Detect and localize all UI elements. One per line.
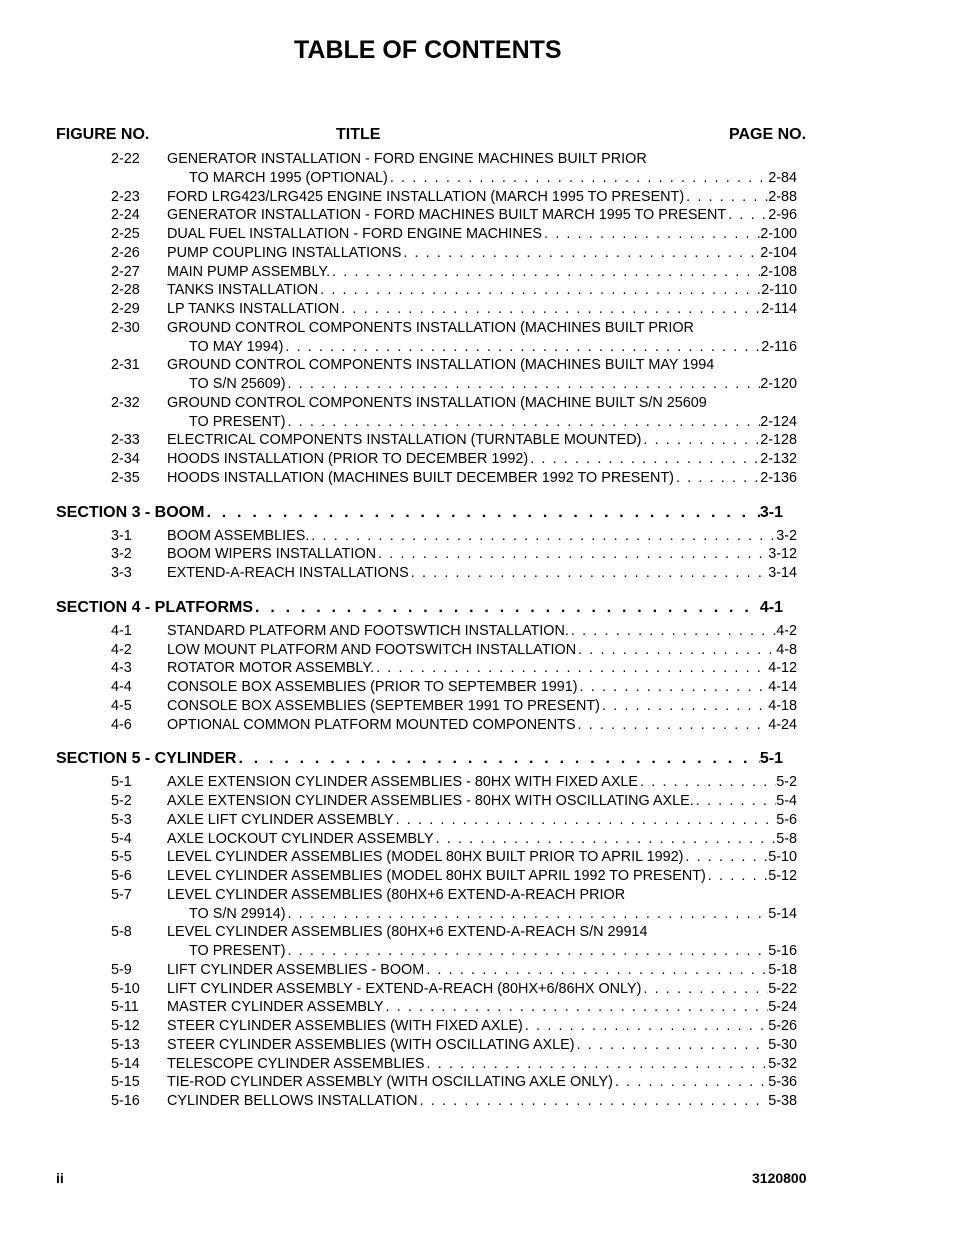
entry-title: TO S/N 29914) <box>189 905 286 922</box>
toc-entry <box>0 394 954 413</box>
figure-number: 4-1 <box>111 622 132 639</box>
entry-title: CONSOLE BOX ASSEMBLIES (SEPTEMBER 1991 TO PRESENT) <box>167 697 600 714</box>
entry-title: SECTION 4 - PLATFORMS <box>56 598 254 616</box>
dot-leader <box>288 905 769 924</box>
entry-title: GROUND CONTROL COMPONENTS INSTALLATION (MACHINE BUILT S/N 25609 <box>167 394 707 411</box>
toc-entry <box>0 225 954 244</box>
entry-page: 5-18 <box>768 961 797 978</box>
toc-entry <box>0 811 954 830</box>
dot-leader <box>580 678 769 697</box>
toc-entry <box>0 716 954 735</box>
dot-leader <box>320 281 761 300</box>
entry-title: SECTION 3 - BOOM <box>56 503 205 521</box>
leader-line <box>167 206 797 225</box>
entry-title: AXLE EXTENSION CYLINDER ASSEMBLIES - 80HX WITH FIXED AXLE <box>167 774 639 791</box>
entry-page: 4-18 <box>768 697 797 714</box>
entry-page: 5-36 <box>768 1074 797 1091</box>
section-heading <box>0 501 954 525</box>
leader-line <box>167 830 797 849</box>
entry-page: 2-100 <box>760 226 797 242</box>
leader-line <box>167 300 797 319</box>
entry-title: GENERATOR INSTALLATION - FORD MACHINES BUILT MARCH 1995 TO PRESENT <box>167 207 727 224</box>
dot-leader <box>385 998 768 1017</box>
entry-title: SECTION 5 - CYLINDER <box>56 750 237 768</box>
toc-entry <box>0 867 954 886</box>
figure-number: 2-31 <box>111 357 140 374</box>
figure-number: 5-3 <box>111 811 132 828</box>
figure-number: 2-28 <box>111 282 140 299</box>
toc-entry <box>0 545 954 564</box>
dot-leader <box>332 263 760 282</box>
figure-number: 2-25 <box>111 226 140 242</box>
toc-entry <box>0 564 954 583</box>
toc-entry <box>0 961 954 980</box>
dot-leader <box>602 697 768 716</box>
entry-title: TO PRESENT) <box>189 943 286 959</box>
dot-leader <box>436 830 777 849</box>
toc-entry <box>0 1073 954 1092</box>
figure-number: 2-24 <box>111 207 140 224</box>
dot-leader <box>708 867 768 886</box>
toc-entry <box>0 263 954 282</box>
dot-leader <box>376 659 768 678</box>
toc-entry <box>0 206 954 225</box>
entry-title: LEVEL CYLINDER ASSEMBLIES (80HX+6 EXTEND-A-REACH S/N 29914 <box>167 924 648 941</box>
dot-leader <box>238 747 759 771</box>
leader-line <box>167 622 797 641</box>
page-title: TABLE OF CONTENTS <box>294 36 562 64</box>
leader-line <box>167 527 797 546</box>
leader-line <box>189 375 797 394</box>
leader-line <box>167 545 797 564</box>
page-no-header: PAGE NO. <box>729 126 807 143</box>
figure-number: 4-3 <box>111 660 132 677</box>
toc-entry <box>0 848 954 867</box>
entry-title: MAIN PUMP ASSEMBLY. <box>167 263 331 280</box>
entry-page: 5-30 <box>768 1036 797 1053</box>
toc-entry <box>0 773 954 792</box>
leader-line <box>56 596 783 620</box>
entry-title: GENERATOR INSTALLATION - FORD ENGINE MACHINES BUILT PRIOR <box>167 151 647 167</box>
entry-title: ELECTRICAL COMPONENTS INSTALLATION (TURNTABLE MOUNTED) <box>167 432 642 449</box>
leader-line <box>167 188 797 207</box>
leader-line <box>189 905 797 924</box>
dot-leader <box>571 622 776 641</box>
entry-title: LEVEL CYLINDER ASSEMBLIES (80HX+6 EXTEND-A-REACH PRIOR <box>167 886 626 903</box>
entry-title: TO MAY 1994) <box>189 338 284 355</box>
entry-title: PUMP COUPLING INSTALLATIONS <box>167 244 402 261</box>
toc-entry-continuation <box>0 942 954 961</box>
document-number: 3120800 <box>752 1170 807 1186</box>
entry-title: MASTER CYLINDER ASSEMBLY <box>167 999 384 1016</box>
entry-title: TO MARCH 1995 (OPTIONAL) <box>189 169 388 186</box>
entry-page: 5-10 <box>768 849 797 866</box>
figure-number: 5-14 <box>111 1055 140 1072</box>
section-heading <box>0 747 954 771</box>
entry-title: AXLE EXTENSION CYLINDER ASSEMBLIES - 80HX WITH OSCILLATING AXLE. <box>167 793 694 809</box>
toc-entry-continuation <box>0 413 954 432</box>
entry-title: AXLE LOCKOUT CYLINDER ASSEMBLY <box>167 830 434 847</box>
entry-title: HOODS INSTALLATION (MACHINES BUILT DECEMBER 1992 TO PRESENT) <box>167 469 674 486</box>
leader-line <box>56 747 783 771</box>
entry-page: 4-24 <box>768 716 797 733</box>
dot-leader <box>287 413 760 432</box>
entry-page: 5-6 <box>776 811 797 828</box>
leader-line <box>189 169 797 188</box>
toc-entry <box>0 150 954 169</box>
toc-entry <box>0 980 954 999</box>
toc-entry <box>0 244 954 263</box>
entry-page: 5-32 <box>768 1055 797 1072</box>
dot-leader <box>427 1055 769 1074</box>
toc-entry <box>0 431 954 450</box>
dot-leader <box>643 980 768 999</box>
toc-entry <box>0 1017 954 1036</box>
dot-leader <box>577 1036 769 1055</box>
leader-line <box>189 338 797 357</box>
leader-line <box>167 980 797 999</box>
entry-title: STANDARD PLATFORM AND FOOTSWTICH INSTALLATION. <box>167 622 569 639</box>
dot-leader <box>390 169 768 188</box>
leader-line <box>167 469 797 488</box>
dot-leader <box>525 1017 768 1036</box>
entry-title: STEER CYLINDER ASSEMBLIES (WITH OSCILLATING AXLE) <box>167 1036 575 1053</box>
dot-leader <box>578 641 776 660</box>
figure-number: 2-27 <box>111 263 140 280</box>
figure-number: 4-6 <box>111 716 132 733</box>
leader-line <box>167 1073 797 1092</box>
toc-entry <box>0 830 954 849</box>
leader-line <box>167 659 797 678</box>
leader-line <box>167 848 797 867</box>
leader-line <box>167 811 797 830</box>
leader-line <box>167 961 797 980</box>
entry-title: TO PRESENT) <box>189 413 286 430</box>
entry-page: 5-14 <box>768 905 797 922</box>
dot-leader <box>544 225 760 244</box>
leader-line <box>167 641 797 660</box>
toc-entry <box>0 300 954 319</box>
figure-no-header: FIGURE NO. <box>56 126 150 143</box>
dot-leader <box>206 501 759 525</box>
dot-leader <box>411 564 768 583</box>
entry-title: EXTEND-A-REACH INSTALLATIONS <box>167 565 409 581</box>
leader-line <box>167 1017 797 1036</box>
entry-page: 4-2 <box>776 622 797 639</box>
figure-number: 2-22 <box>111 151 140 167</box>
entry-page: 2-88 <box>768 188 797 205</box>
leader-line <box>56 501 783 525</box>
leader-line <box>167 281 797 300</box>
entry-page: 2-114 <box>761 301 797 317</box>
toc-entry <box>0 319 954 338</box>
entry-title: LP TANKS INSTALLATION <box>167 301 340 317</box>
entry-page: 4-14 <box>768 679 797 695</box>
entry-page: 5-1 <box>759 750 783 768</box>
toc-entry-continuation <box>0 905 954 924</box>
entry-page: 2-108 <box>760 263 797 280</box>
toc-entry <box>0 659 954 678</box>
toc-entry <box>0 469 954 488</box>
entry-title: CYLINDER BELLOWS INSTALLATION <box>167 1093 418 1109</box>
leader-line <box>167 263 797 282</box>
entry-title: GROUND CONTROL COMPONENTS INSTALLATION (MACHINES BUILT PRIOR <box>167 319 694 336</box>
leader-line <box>167 678 797 697</box>
entry-page: 2-128 <box>760 432 797 449</box>
entry-page: 2-116 <box>761 338 797 355</box>
entry-title: CONSOLE BOX ASSEMBLIES (PRIOR TO SEPTEMBER 1991) <box>167 679 578 695</box>
entry-page: 2-84 <box>768 169 797 186</box>
toc-entry <box>0 188 954 207</box>
figure-number: 5-13 <box>111 1036 140 1053</box>
entry-title: TIE-ROD CYLINDER ASSEMBLY (WITH OSCILLATING AXLE ONLY) <box>167 1074 613 1091</box>
entry-page: 2-132 <box>760 451 797 467</box>
leader-line <box>189 942 797 961</box>
entry-title: ROTATOR MOTOR ASSEMBLY. <box>167 660 375 677</box>
toc-entry <box>0 678 954 697</box>
entry-page: 3-1 <box>759 503 783 521</box>
figure-number: 5-12 <box>111 1018 140 1034</box>
leader-line <box>167 697 797 716</box>
dot-leader <box>640 773 776 792</box>
entry-page: 2-124 <box>760 413 797 430</box>
leader-line <box>167 244 797 263</box>
figure-number: 3-3 <box>111 565 132 581</box>
dot-leader <box>685 848 768 867</box>
toc-entry-continuation <box>0 375 954 394</box>
dot-leader <box>578 716 769 735</box>
leader-line <box>167 716 797 735</box>
toc-entry <box>0 450 954 469</box>
dot-leader <box>530 450 760 469</box>
entry-page: 2-136 <box>760 469 797 486</box>
figure-number: 3-2 <box>111 546 132 563</box>
entry-title: BOOM ASSEMBLIES. <box>167 527 310 544</box>
entry-title: TO S/N 25609) <box>189 376 286 392</box>
entry-page: 5-4 <box>776 793 797 809</box>
figure-number: 5-4 <box>111 830 132 847</box>
section-heading <box>0 596 954 620</box>
leader-line <box>167 1092 797 1111</box>
toc-entry-continuation <box>0 338 954 357</box>
entry-page: 2-104 <box>760 244 797 261</box>
toc-entry <box>0 1092 954 1111</box>
figure-number: 2-23 <box>111 188 140 205</box>
entry-page: 5-8 <box>776 830 797 847</box>
leader-line <box>167 1055 797 1074</box>
entry-title: TELESCOPE CYLINDER ASSEMBLIES <box>167 1055 425 1072</box>
leader-line <box>167 792 797 811</box>
entry-title: DUAL FUEL INSTALLATION - FORD ENGINE MACHINES <box>167 226 543 242</box>
dot-leader <box>728 206 768 225</box>
figure-number: 2-26 <box>111 244 140 261</box>
figure-number: 5-10 <box>111 980 140 997</box>
figure-number: 5-6 <box>111 868 132 884</box>
figure-number: 5-11 <box>111 999 139 1016</box>
figure-number: 2-29 <box>111 301 140 317</box>
toc-entry <box>0 792 954 811</box>
entry-page: 5-22 <box>768 980 797 997</box>
entry-page: 4-12 <box>768 660 797 677</box>
toc-entry <box>0 923 954 942</box>
leader-line <box>167 998 797 1017</box>
entry-page: 5-12 <box>768 868 797 884</box>
leader-line <box>167 564 797 583</box>
figure-number: 4-5 <box>111 697 132 714</box>
entry-page: 3-2 <box>776 527 797 544</box>
toc-entry <box>0 622 954 641</box>
figure-number: 5-2 <box>111 793 132 809</box>
dot-leader <box>615 1073 768 1092</box>
entry-page: 5-16 <box>768 943 797 959</box>
figure-number: 2-34 <box>111 451 140 467</box>
dot-leader <box>341 300 761 319</box>
figure-number: 2-35 <box>111 469 140 486</box>
toc-entry <box>0 1055 954 1074</box>
dot-leader <box>396 811 777 830</box>
entry-title: TANKS INSTALLATION <box>167 282 319 299</box>
figure-number: 5-5 <box>111 849 132 866</box>
toc-entry <box>0 281 954 300</box>
leader-line <box>167 450 797 469</box>
entry-title: LIFT CYLINDER ASSEMBLIES - BOOM <box>167 961 425 978</box>
entry-page: 3-12 <box>768 546 797 563</box>
toc-list <box>0 150 954 1111</box>
entry-title: AXLE LIFT CYLINDER ASSEMBLY <box>167 811 394 828</box>
figure-number: 5-7 <box>111 886 132 903</box>
dot-leader <box>255 596 760 620</box>
figure-number: 2-30 <box>111 319 140 336</box>
entry-page: 2-110 <box>761 282 797 299</box>
entry-title: GROUND CONTROL COMPONENTS INSTALLATION (MACHINES BUILT MAY 1994 <box>167 357 715 374</box>
entry-page: 5-2 <box>776 774 797 791</box>
entry-page: 2-96 <box>768 207 797 224</box>
figure-number: 5-1 <box>111 774 132 791</box>
dot-leader <box>643 431 760 450</box>
figure-number: 4-4 <box>111 679 132 695</box>
entry-title: LIFT CYLINDER ASSEMBLY - EXTEND-A-REACH (80HX+6/86HX ONLY) <box>167 980 642 997</box>
dot-leader <box>311 527 776 546</box>
page-number: ii <box>56 1170 64 1186</box>
leader-line <box>167 431 797 450</box>
toc-entry <box>0 886 954 905</box>
leader-line <box>167 773 797 792</box>
entry-title: STEER CYLINDER ASSEMBLIES (WITH FIXED AXLE) <box>167 1018 523 1034</box>
entry-title: OPTIONAL COMMON PLATFORM MOUNTED COMPONENTS <box>167 716 576 733</box>
dot-leader <box>288 375 761 394</box>
entry-title: FORD LRG423/LRG425 ENGINE INSTALLATION (MARCH 1995 TO PRESENT) <box>167 188 685 205</box>
leader-line <box>167 1036 797 1055</box>
entry-page: 5-24 <box>768 999 797 1016</box>
dot-leader <box>686 188 768 207</box>
leader-line <box>189 413 797 432</box>
figure-number: 3-1 <box>111 527 132 544</box>
entry-page: 3-14 <box>768 565 797 581</box>
toc-entry <box>0 1036 954 1055</box>
dot-leader <box>426 961 768 980</box>
entry-title: LOW MOUNT PLATFORM AND FOOTSWITCH INSTALLATION <box>167 641 577 658</box>
entry-page: 2-120 <box>760 376 797 392</box>
toc-entry <box>0 697 954 716</box>
dot-leader <box>285 338 761 357</box>
dot-leader <box>420 1092 769 1111</box>
entry-title: HOODS INSTALLATION (PRIOR TO DECEMBER 1992) <box>167 451 529 467</box>
figure-number: 5-15 <box>111 1074 140 1091</box>
leader-line <box>167 867 797 886</box>
dot-leader <box>287 942 768 961</box>
title-header: TITLE <box>336 126 381 143</box>
entry-title: LEVEL CYLINDER ASSEMBLIES (MODEL 80HX BUILT PRIOR TO APRIL 1992) <box>167 849 684 866</box>
figure-number: 5-9 <box>111 961 132 978</box>
figure-number: 4-2 <box>111 641 132 658</box>
leader-line <box>167 225 797 244</box>
entry-page: 4-8 <box>776 641 797 658</box>
entry-title: BOOM WIPERS INSTALLATION <box>167 546 376 563</box>
figure-number: 5-8 <box>111 924 132 941</box>
toc-entry <box>0 641 954 660</box>
dot-leader <box>403 244 760 263</box>
entry-title: LEVEL CYLINDER ASSEMBLIES (MODEL 80HX BUILT APRIL 1992 TO PRESENT) <box>167 868 706 884</box>
dot-leader <box>696 792 776 811</box>
figure-number: 5-16 <box>111 1093 140 1109</box>
entry-page: 4-1 <box>759 598 783 616</box>
toc-entry <box>0 356 954 375</box>
entry-page: 5-26 <box>768 1018 797 1034</box>
figure-number: 2-33 <box>111 432 140 449</box>
dot-leader <box>378 545 768 564</box>
toc-entry <box>0 998 954 1017</box>
toc-entry <box>0 527 954 546</box>
dot-leader <box>676 469 760 488</box>
figure-number: 2-32 <box>111 394 140 411</box>
entry-page: 5-38 <box>768 1093 797 1109</box>
toc-entry-continuation <box>0 169 954 188</box>
